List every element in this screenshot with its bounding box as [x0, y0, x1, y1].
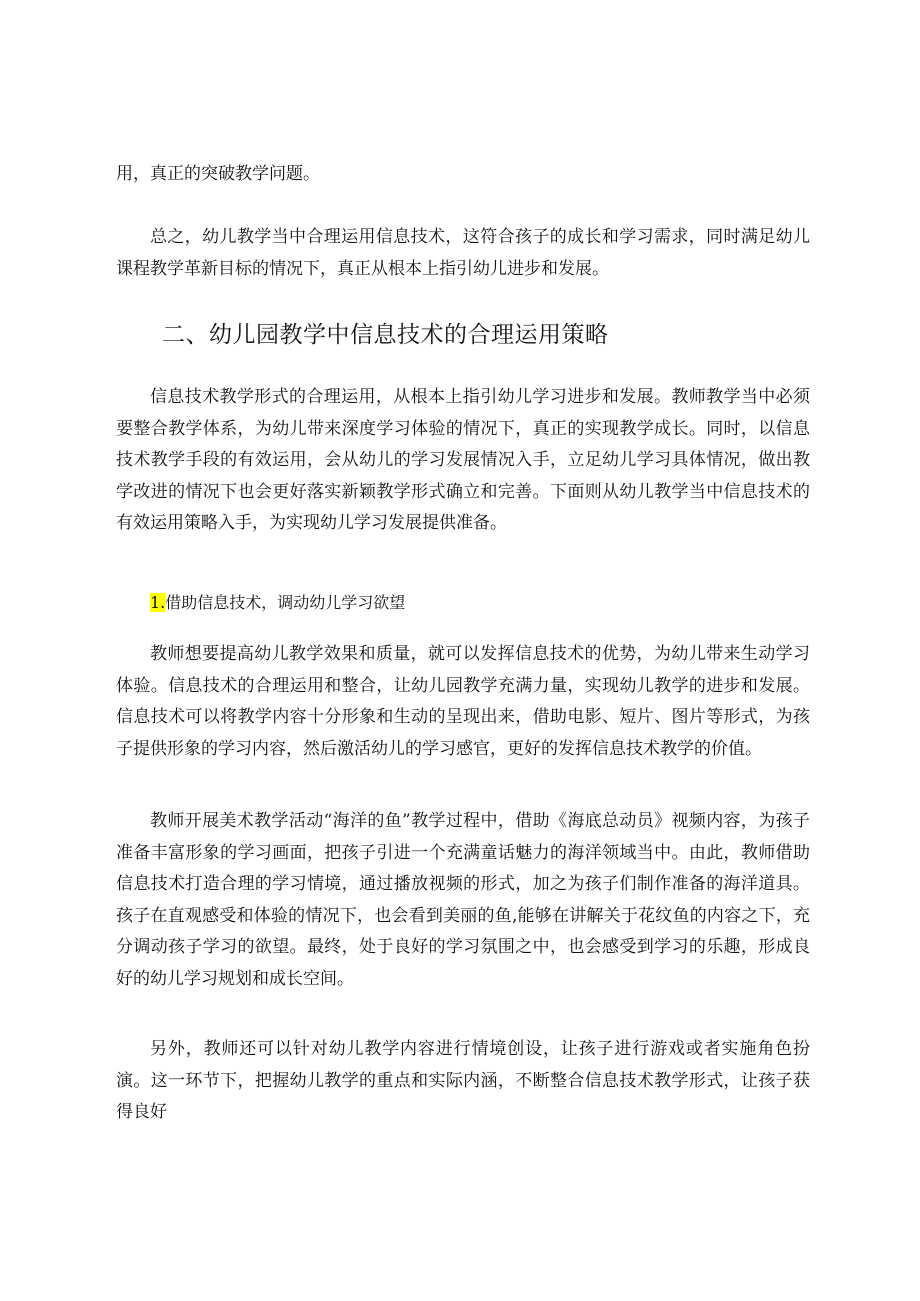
subsection-heading: [150, 589, 405, 617]
section-heading: 二、幼儿园教学中信息技术的合理运用策略: [162, 322, 609, 348]
paragraph-intro: 信息技术教学形式的合理运用，从根本上指引幼儿学习进步和发展。教师教学当中必须要整合教学体系，为幼儿带来深度学习体验的情况下，真正的实现教学成长。同时，以信息技术教学手段的有效运用，会从幼儿的学习发展情况入手，立足幼儿学习具体情况，做出教学改进的情况下也会更好落实新颖教学形式确立和完善。下面则从幼儿教学当中信息技术的有效运用策略入手，为实现幼儿学习发展提供准备。: [116, 387, 810, 533]
paragraph-continuation: 用，真正的突破教学问题。: [116, 164, 320, 184]
paragraph-3: 另外，教师还可以针对幼儿教学内容进行情境创设，让孩子进行游戏或者实施角色扮演。这一环节下，把握幼儿教学的重点和实际内涵，不断整合信息技术教学形式，让孩子获得良好: [116, 1039, 810, 1122]
paragraph-2: 教师开展美术教学活动“海洋的鱼”教学过程中，借助《海底总动员》视频内容，为孩子准备丰富形象的学习画面，把孩子引进一个充满童话魅力的海洋领域当中。由此，教师借助信息技术打造合理的学习情境，通过播放视频的形式，加之为孩子们制作准备的海洋道具。孩子在直观感受和体验的情况下，也会看到美丽的鱼,能够在讲解关于花纹鱼的内容之下，充分调动孩子学习的欲望。最终，处于良好的学习氛围之中，也会感受到学习的乐趣，形成良好的幼儿学习规划和成长空间。: [116, 811, 810, 989]
paragraph-1: 教师想要提高幼儿教学效果和质量，就可以发挥信息技术的优势，为幼儿带来生动学习体验。信息技术的合理运用和整合，让幼儿园教学充满力量，实现幼儿教学的进步和发展。信息技术可以将教学内容十分形象和生动的呈现出来，借助电影、短片、图片等形式，为孩子提供形象的学习内容，然后激活幼儿的学习感官，更好的发挥信息技术教学的价值。: [116, 644, 810, 759]
paragraph-conclusion: 总之，幼儿教学当中合理运用信息技术，这符合孩子的成长和学习需求，同时满足幼儿课程教学革新目标的情况下，真正从根本上指引幼儿进步和发展。: [116, 227, 810, 279]
subsection-title: 借助信息技术，调动幼儿学习欲望: [165, 593, 406, 612]
subsection-number: 1.: [150, 593, 166, 612]
